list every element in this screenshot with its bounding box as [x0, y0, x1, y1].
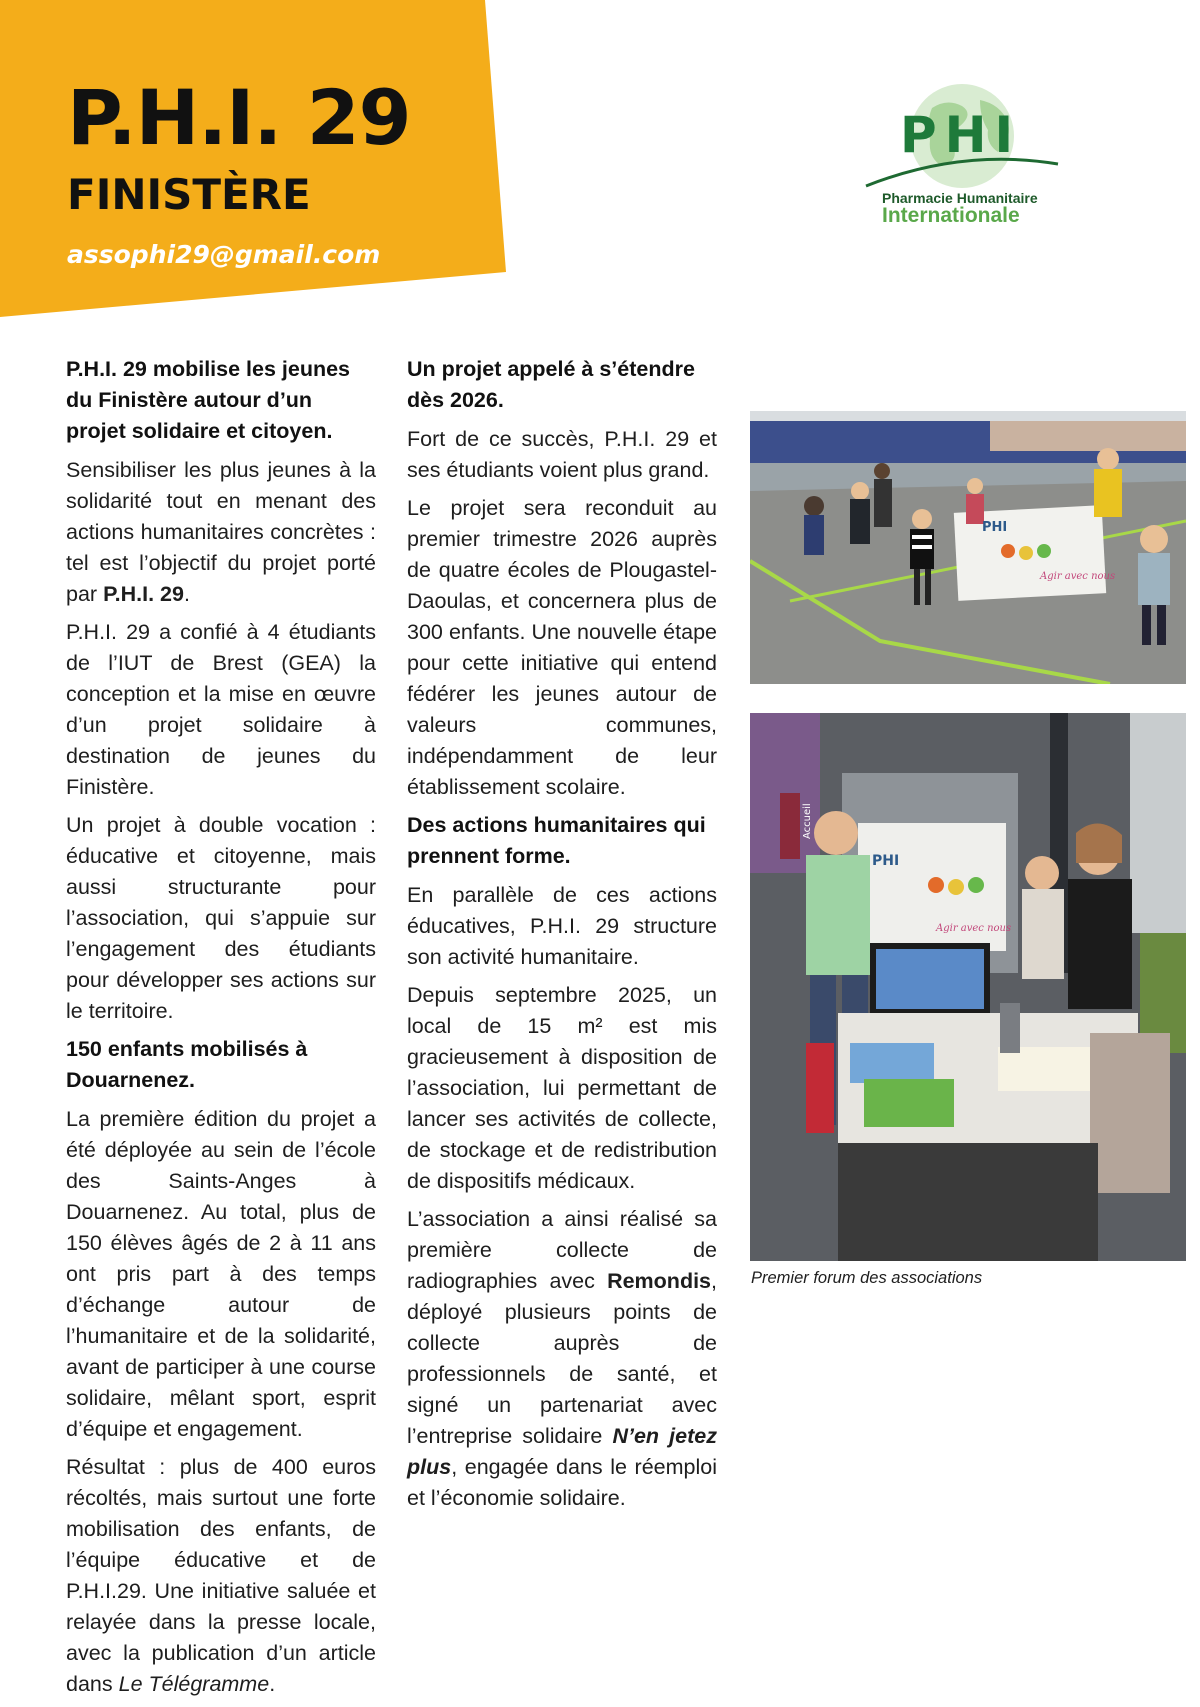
- bold-text: P.H.I. 29: [103, 582, 184, 606]
- paragraph: En parallèle de ces actions éducatives, P.H.I. 29 structure son activité humanitaire.: [407, 883, 717, 969]
- paragraph: Le projet sera reconduit au premier trimestre 2026 auprès de quatre écoles de Plougastel-Daoulas, et concernera plus de 300 enfants. Une nouvelle étape pour cette initiative qui entend fédérer les jeunes autour de valeurs communes, indépendamment de leur établissement scolaire.: [407, 496, 717, 799]
- text-run: Résultat : plus de 400 euros récoltés, mais surtout une forte mobilisation des enfants, de l’équipe éducative et de P.H.I.29. Une initiative saluée et relayée dans la presse locale, avec la publication d’un article dans: [66, 1455, 376, 1696]
- text-run: .: [269, 1672, 276, 1696]
- text-run: L’association a ainsi réalisé sa première collecte de radiographies avec: [407, 1207, 717, 1293]
- photo-caption: Premier forum des associations: [751, 1269, 983, 1287]
- page-title: P.H.I. 29: [67, 73, 411, 162]
- logo-line1: Pharmacie Humanitaire: [882, 190, 1038, 206]
- bold-text: Remondis: [607, 1269, 712, 1293]
- section-heading: Un projet appelé à s’étendre dès 2026.: [407, 357, 695, 412]
- text-run: Sensibiliser les plus jeunes à la solidarité tout en menant des actions humanitaires concrètes : tel est l’objectif du projet porté par: [66, 458, 376, 606]
- column-middle: [407, 354, 717, 1521]
- stand-banner-slogan: Agir avec nous: [936, 923, 1012, 934]
- text-run: .: [183, 582, 190, 606]
- stand-banner-text: PHI: [872, 853, 900, 869]
- page-subtitle: FINISTÈRE: [67, 170, 311, 219]
- accueil-sign: Accueil: [802, 803, 813, 839]
- photo-children-race: [750, 411, 1186, 684]
- paragraph: [66, 1452, 376, 1700]
- paragraph: Un projet à double vocation : éducative et citoyenne, mais aussi structurante pour l’association, qui s’appuie sur l’engagement des étudiants pour développer ses actions sur le territoire.: [66, 813, 376, 1023]
- paragraph: Fort de ce succès, P.H.I. 29 et ses étudiants voient plus grand.: [407, 427, 717, 482]
- banner-slogan: Agir avec nous: [1040, 571, 1116, 582]
- section-heading: Des actions humanitaires qui prennent forme.: [407, 813, 706, 868]
- bold-italic-text: N’en jetez plus: [407, 1424, 717, 1479]
- text-run: , engagée dans le réemploi et l’économie solidaire.: [407, 1455, 717, 1510]
- text-run: , déployé plusieurs points de collecte auprès de professionnels de santé, et signé un partenariat avec l’entreprise solidaire: [407, 1269, 717, 1448]
- paragraph: [407, 1204, 717, 1514]
- paragraph: Depuis septembre 2025, un local de 15 m² est mis gracieusement à disposition de l’association, lui permettant de lancer ses activités de collecte, de stockage et de redistribution de dispositifs médicaux.: [407, 983, 717, 1193]
- forum-stand-image: [750, 713, 1186, 1261]
- column-left: [66, 354, 376, 1707]
- intro-heading: P.H.I. 29 mobilise les jeunes du Finistère autour d’un projet solidaire et citoyen.: [66, 357, 351, 443]
- paragraph: [66, 455, 376, 610]
- paragraph: La première édition du projet a été déployée au sein de l’école des Saints-Anges à Douarnenez. Au total, plus de 150 élèves âgés de 2 à 11 ans ont pris part à des temps d’échange autour de l’humanitaire et de la solidarité, avant de participer à une course solidaire, mêlant sport, esprit d’équipe et engagement.: [66, 1107, 376, 1441]
- section-heading: 150 enfants mobilisés à Douarnenez.: [66, 1037, 308, 1092]
- contact-email[interactable]: assophi29@gmail.com: [67, 240, 381, 269]
- logo-line2: Internationale: [882, 204, 1020, 227]
- phi-logo: [862, 78, 1062, 228]
- banner-text: PHI: [982, 520, 1008, 535]
- photo-association-forum: [750, 713, 1186, 1261]
- italic-text: Le Télégramme: [118, 1672, 270, 1696]
- children-race-image: [750, 411, 1186, 684]
- paragraph: P.H.I. 29 a confié à 4 étudiants de l’IUT de Brest (GEA) la conception et la mise en œuvre d’un projet solidaire à destination de jeunes du Finistère.: [66, 620, 376, 799]
- title-block: [67, 73, 411, 269]
- logo-letters: PHI: [900, 106, 1022, 164]
